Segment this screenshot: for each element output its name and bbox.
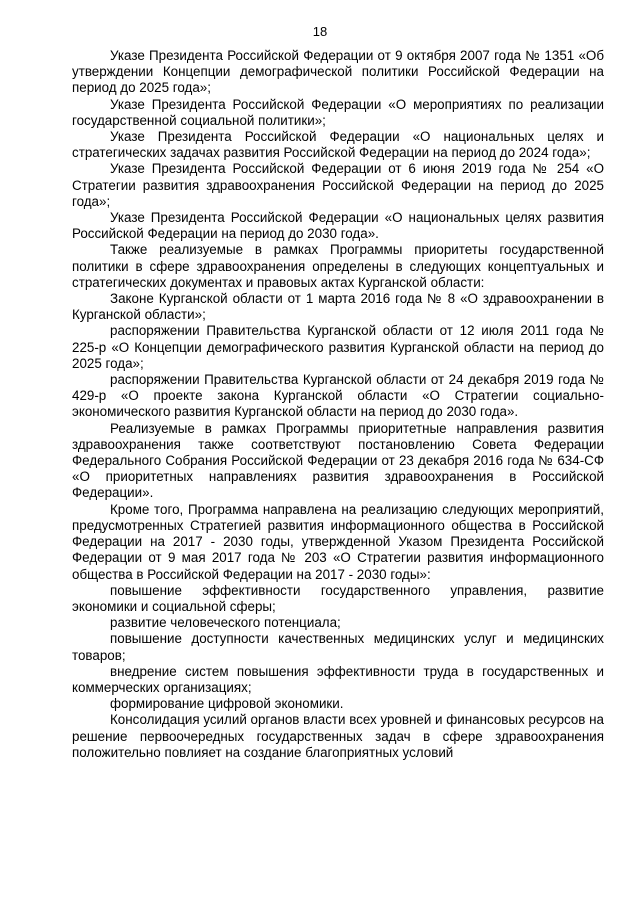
paragraph: повышение доступности качественных медицинских услуг и медицинских товаров;: [72, 631, 604, 663]
paragraph: Законе Курганской области от 1 марта 2016 года № 8 «О здравоохранении в Курганской области»;: [72, 291, 604, 323]
paragraph: Указе Президента Российской Федерации от 6 июня 2019 года № 254 «О Стратегии развития здравоохранения Российской Федерации на период до 2025 года»;: [72, 161, 604, 209]
paragraph: формирование цифровой экономики.: [110, 696, 344, 712]
paragraph: повышение эффективности государственного управления, развитие экономики и социальной сферы;: [72, 582, 604, 614]
paragraph: Указе Президента Российской Федерации «О мероприятиях по реализации государственной социальной политики»;: [72, 96, 604, 128]
paragraph: развитие человеческого потенциала;: [110, 615, 341, 631]
page-number: 18: [312, 24, 328, 39]
paragraph: Кроме того, Программа направлена на реализацию следующих мероприятий, предусмотренных Стратегией развития информационного общества в Российской Федерации на 2017 - 2030 годы, утвержденной Указом Президента Российской Федерации от 9 мая 2017 года № 203 «О Стратегии развития информационного общества в Российской Федерации на 2017 - 2030 годы»:: [72, 501, 604, 582]
paragraph: Реализуемые в рамках Программы приоритетные направления развития здравоохранения также соответствуют постановлению Совета Федерации Федерального Собрания Российской Федерации от 23 декабря 2016 года № 634-СФ «О приоритетных направлениях развития здравоохранения в Российской Федерации».: [72, 420, 604, 501]
paragraph: Указе Президента Российской Федерации «О национальных целях и стратегических задачах развития Российской Федерации на период до 2024 года»;: [72, 129, 604, 161]
paragraph: распоряжении Правительства Курганской области от 12 июля 2011 года № 225-р «О Концепции демографического развития Курганской области на период до 2025 года»;: [72, 323, 604, 371]
paragraph: Указе Президента Российской Федерации от 9 октября 2007 года № 1351 «Об утверждении Концепции демографической политики Российской Федерации на период до 2025 года»;: [72, 48, 604, 96]
paragraph: Консолидация усилий органов власти всех уровней и финансовых ресурсов на решение первоочередных государственных задач в сфере здравоохранения положительно повлияет на создание благоприятных условий: [72, 712, 604, 760]
paragraph: Также реализуемые в рамках Программы приоритеты государственной политики в сфере здравоохранения определены в следующих концептуальных и стратегических документах и правовых актах Курганской области:: [72, 242, 604, 290]
paragraph: Указе Президента Российской Федерации «О национальных целях развития Российской Федерации на период до 2030 года».: [72, 210, 604, 242]
paragraph: внедрение систем повышения эффективности труда в государственных и коммерческих организациях;: [72, 663, 604, 695]
paragraph: распоряжении Правительства Курганской области от 24 декабря 2019 года № 429-р «О проекте закона Курганской области «О Стратегии социально-экономического развития Курганской области на период до 2030 года».: [72, 372, 604, 420]
document-body: [72, 48, 604, 761]
